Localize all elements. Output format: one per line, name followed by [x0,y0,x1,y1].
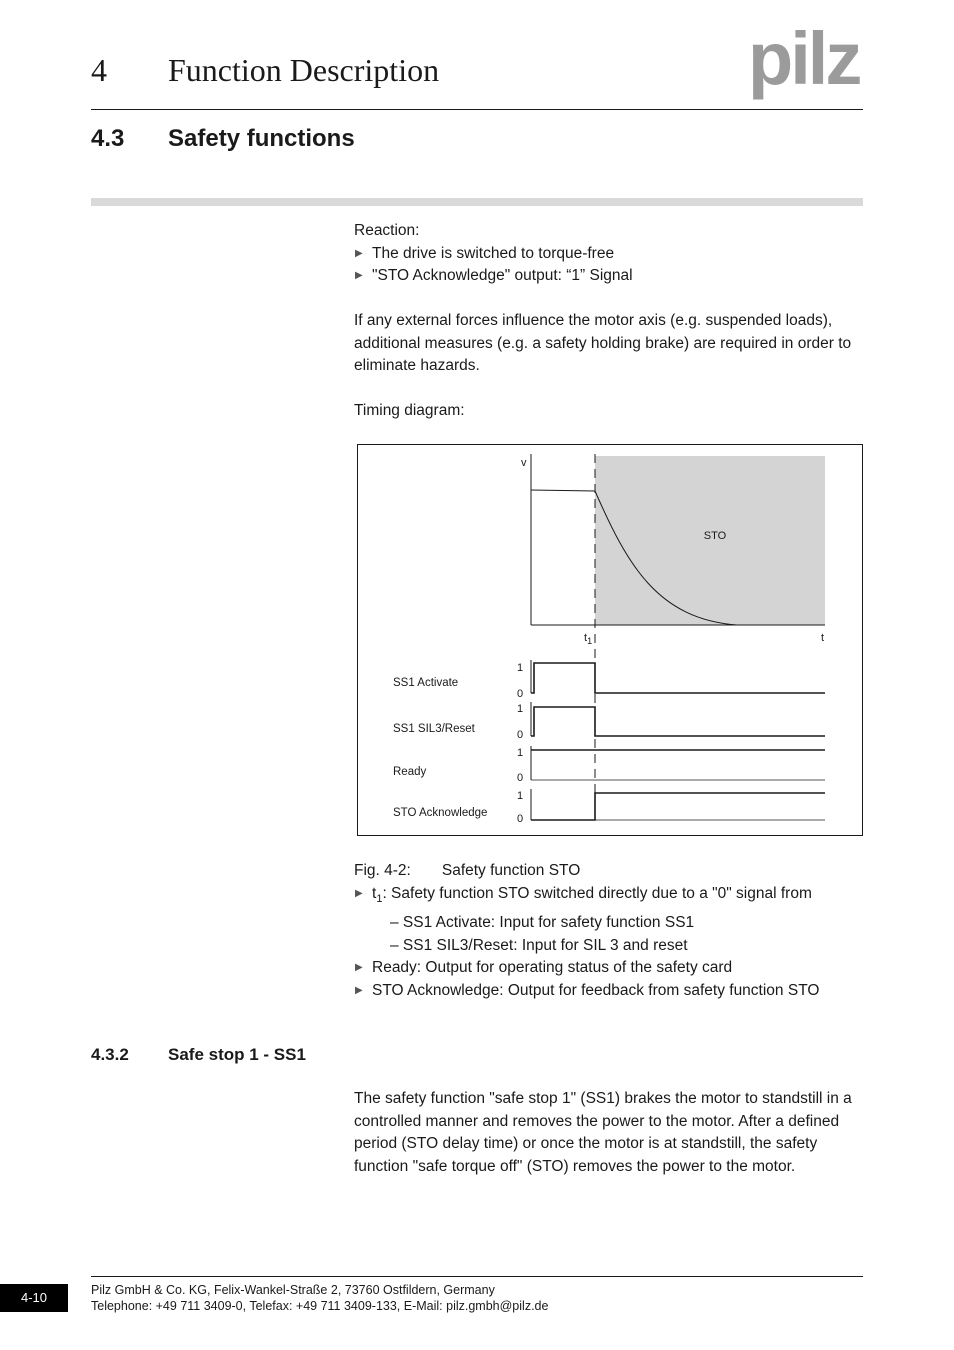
legend-bullet: ▶ Ready: Output for operating status of the safety card [354,957,866,980]
figure-caption [354,860,866,883]
section-title: Safety functions [168,125,355,152]
bullet-triangle-icon: ▶ [355,247,363,259]
sto-acknowledge-trace [531,793,825,820]
bullet-triangle-icon: ▶ [355,984,363,996]
t-axis-label: t [821,632,825,644]
footer-rule [91,1276,863,1277]
legend-dash-item: – SS1 Activate: Input for safety function SS1 [390,914,695,932]
section-number: 4.3 [91,125,125,152]
legend-bullet: ▶ $t_1$: Safety function STO switched directly due to a "0" signal from [355,884,812,905]
reaction-bullet: ▶ "STO Acknowledge" output: “1” Signal [354,265,866,288]
reaction-bullet: ▶ The drive is switched to torque-free [354,243,866,266]
section-divider [91,198,863,206]
footer-line: Telephone: +49 711 3409-0, Telefax: +49 711 3409-133, E-Mail: pilz.gmbh@pilz.de [91,1299,549,1313]
v-axis-label: v [521,457,527,469]
subsection-number: 4.3.2 [91,1045,129,1064]
chapter-number: 4 [91,52,107,88]
bullet-triangle-icon: ▶ [355,887,363,899]
sto-region-label: STO [703,530,727,542]
timing-label: Timing diagram: [354,402,465,419]
t1-label: $t_1$ [584,632,593,646]
legend-bullet: ▶ STO Acknowledge: Output for feedback from safety function STO [354,980,866,1003]
signal-label: Ready [393,766,427,778]
figure-number: Fig. 4-2: [354,862,411,879]
pilz-logo: pilz [748,17,860,100]
signal-label: SS1 SIL3/Reset [393,723,475,735]
signal-high-label: 1 [517,790,524,802]
ss1-activate-trace [531,663,825,693]
signal-low-label: 0 [517,813,524,825]
legend-dash-item: – SS1 SIL3/Reset: Input for SIL 3 and reset [390,936,688,954]
reaction-label: Reaction: [354,222,420,239]
bullet-triangle-icon: ▶ [355,270,363,281]
signal-low-label: 0 [517,688,524,700]
bullet-triangle-icon: ▶ [355,962,363,974]
ss1-sil3-reset-trace [531,707,825,736]
signal-high-label: 1 [517,662,524,674]
footer-line: Pilz GmbH & Co. KG, Felix-Wankel-Straße 2, 73760 Ostfildern, Germany [91,1283,495,1297]
forces-paragraph: If any external forces influence the motor axis (e.g. suspended loads), additional measures (e.g. a safety holding brake) are required in order to eliminate hazards. [354,312,852,374]
reaction-block [354,220,866,288]
signal-low-label: 0 [517,772,524,784]
page-number: 4-10 [0,1284,68,1312]
figure-legend [354,860,866,1002]
ss1-paragraph: The safety function "safe stop 1" (SS1) brakes the motor to standstill in a controlled manner and removes the power to the motor. After a defined period (STO delay time) or once the motor is at standstill, the safety function "safe torque off" (STO) removes the power to the motor. [354,1090,852,1175]
subsection-title: Safe stop 1 - SS1 [168,1045,306,1064]
signal-label: SS1 Activate [393,677,459,689]
timing-diagram [357,444,863,836]
signal-label: STO Acknowledge [393,807,488,819]
chapter-title: Function Description [168,52,440,88]
footer-address [91,1282,548,1314]
signal-high-label: 1 [517,703,524,715]
signal-low-label: 0 [517,729,524,741]
header-rule [91,109,863,110]
signal-high-label: 1 [517,747,524,759]
figure-title: Safety function STO [441,862,581,879]
